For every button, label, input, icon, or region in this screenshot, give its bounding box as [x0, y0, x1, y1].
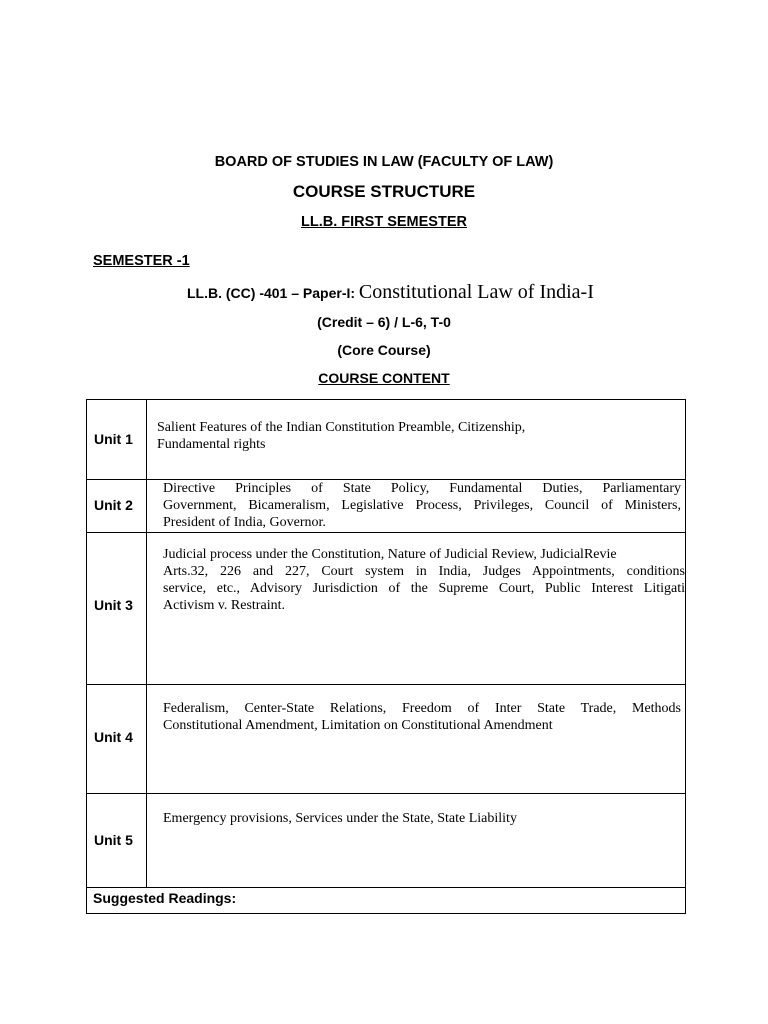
semester-label: SEMESTER -1 [93, 253, 190, 269]
core-course-line: (Core Course) [337, 342, 431, 358]
course-content-table [86, 399, 686, 914]
paper-code: LL.B. (CC) -401 – Paper-I: [187, 285, 359, 301]
unit-description [163, 480, 681, 531]
description-line: service, etc., Advisory Jurisdiction of the Supreme Court, Public Interest Litigati [163, 581, 685, 596]
table-row-unit-5 [87, 794, 685, 888]
description-line: Emergency provisions, Services under the State, State Liability [163, 811, 517, 826]
description-line: Judicial process under the Constitution, Nature of Judicial Review, JudicialRevie [163, 547, 617, 562]
description-line: Government, Bicameralism, Legislative Process, Privileges, Council of Ministers, [163, 498, 681, 513]
table-row-unit-3 [87, 533, 685, 685]
table-row-unit-1 [87, 400, 685, 480]
unit-label: Unit 3 [94, 597, 133, 613]
table-row-suggested-readings [87, 888, 685, 913]
description-line: Federalism, Center-State Relations, Freedom of Inter State Trade, Methods [163, 701, 681, 716]
description-line: Salient Features of the Indian Constitution Preamble, Citizenship, [157, 420, 526, 435]
board-title: BOARD OF STUDIES IN LAW (FACULTY OF LAW) [214, 154, 554, 170]
unit-cell [87, 480, 147, 532]
unit-description [163, 546, 685, 614]
unit-label: Unit 2 [94, 497, 133, 513]
course-content-heading: COURSE CONTENT [318, 370, 450, 386]
unit-description [163, 700, 681, 734]
credit-line: (Credit – 6) / L-6, T-0 [317, 314, 451, 330]
description-line: Activism v. Restraint. [163, 598, 285, 613]
suggested-readings-label: Suggested Readings: [93, 890, 237, 906]
table-row-unit-2 [87, 480, 685, 533]
unit-cell [87, 400, 147, 479]
table-row-unit-4 [87, 685, 685, 794]
description-line: Directive Principles of State Policy, Fundamental Duties, Parliamentary [163, 481, 681, 496]
unit-cell [87, 685, 147, 793]
description-line: Arts.32, 226 and 227, Court system in India, Judges Appointments, conditions [163, 564, 685, 579]
description-line: Fundamental rights [157, 437, 266, 452]
description-line: President of India, Governor. [163, 515, 326, 530]
semester-heading: LL.B. FIRST SEMESTER [301, 214, 467, 230]
paper-title: Constitutional Law of India-I [358, 281, 594, 303]
description-line: Constitutional Amendment, Limitation on Constitutional Amendment [163, 718, 553, 733]
unit-cell [87, 533, 147, 684]
unit-description [157, 419, 681, 453]
paper-line [187, 281, 594, 304]
unit-label: Unit 1 [94, 431, 133, 447]
unit-cell [87, 794, 147, 887]
unit-label: Unit 4 [94, 729, 133, 745]
course-structure-title: COURSE STRUCTURE [292, 182, 476, 201]
unit-label: Unit 5 [94, 832, 133, 848]
unit-description [163, 810, 681, 827]
